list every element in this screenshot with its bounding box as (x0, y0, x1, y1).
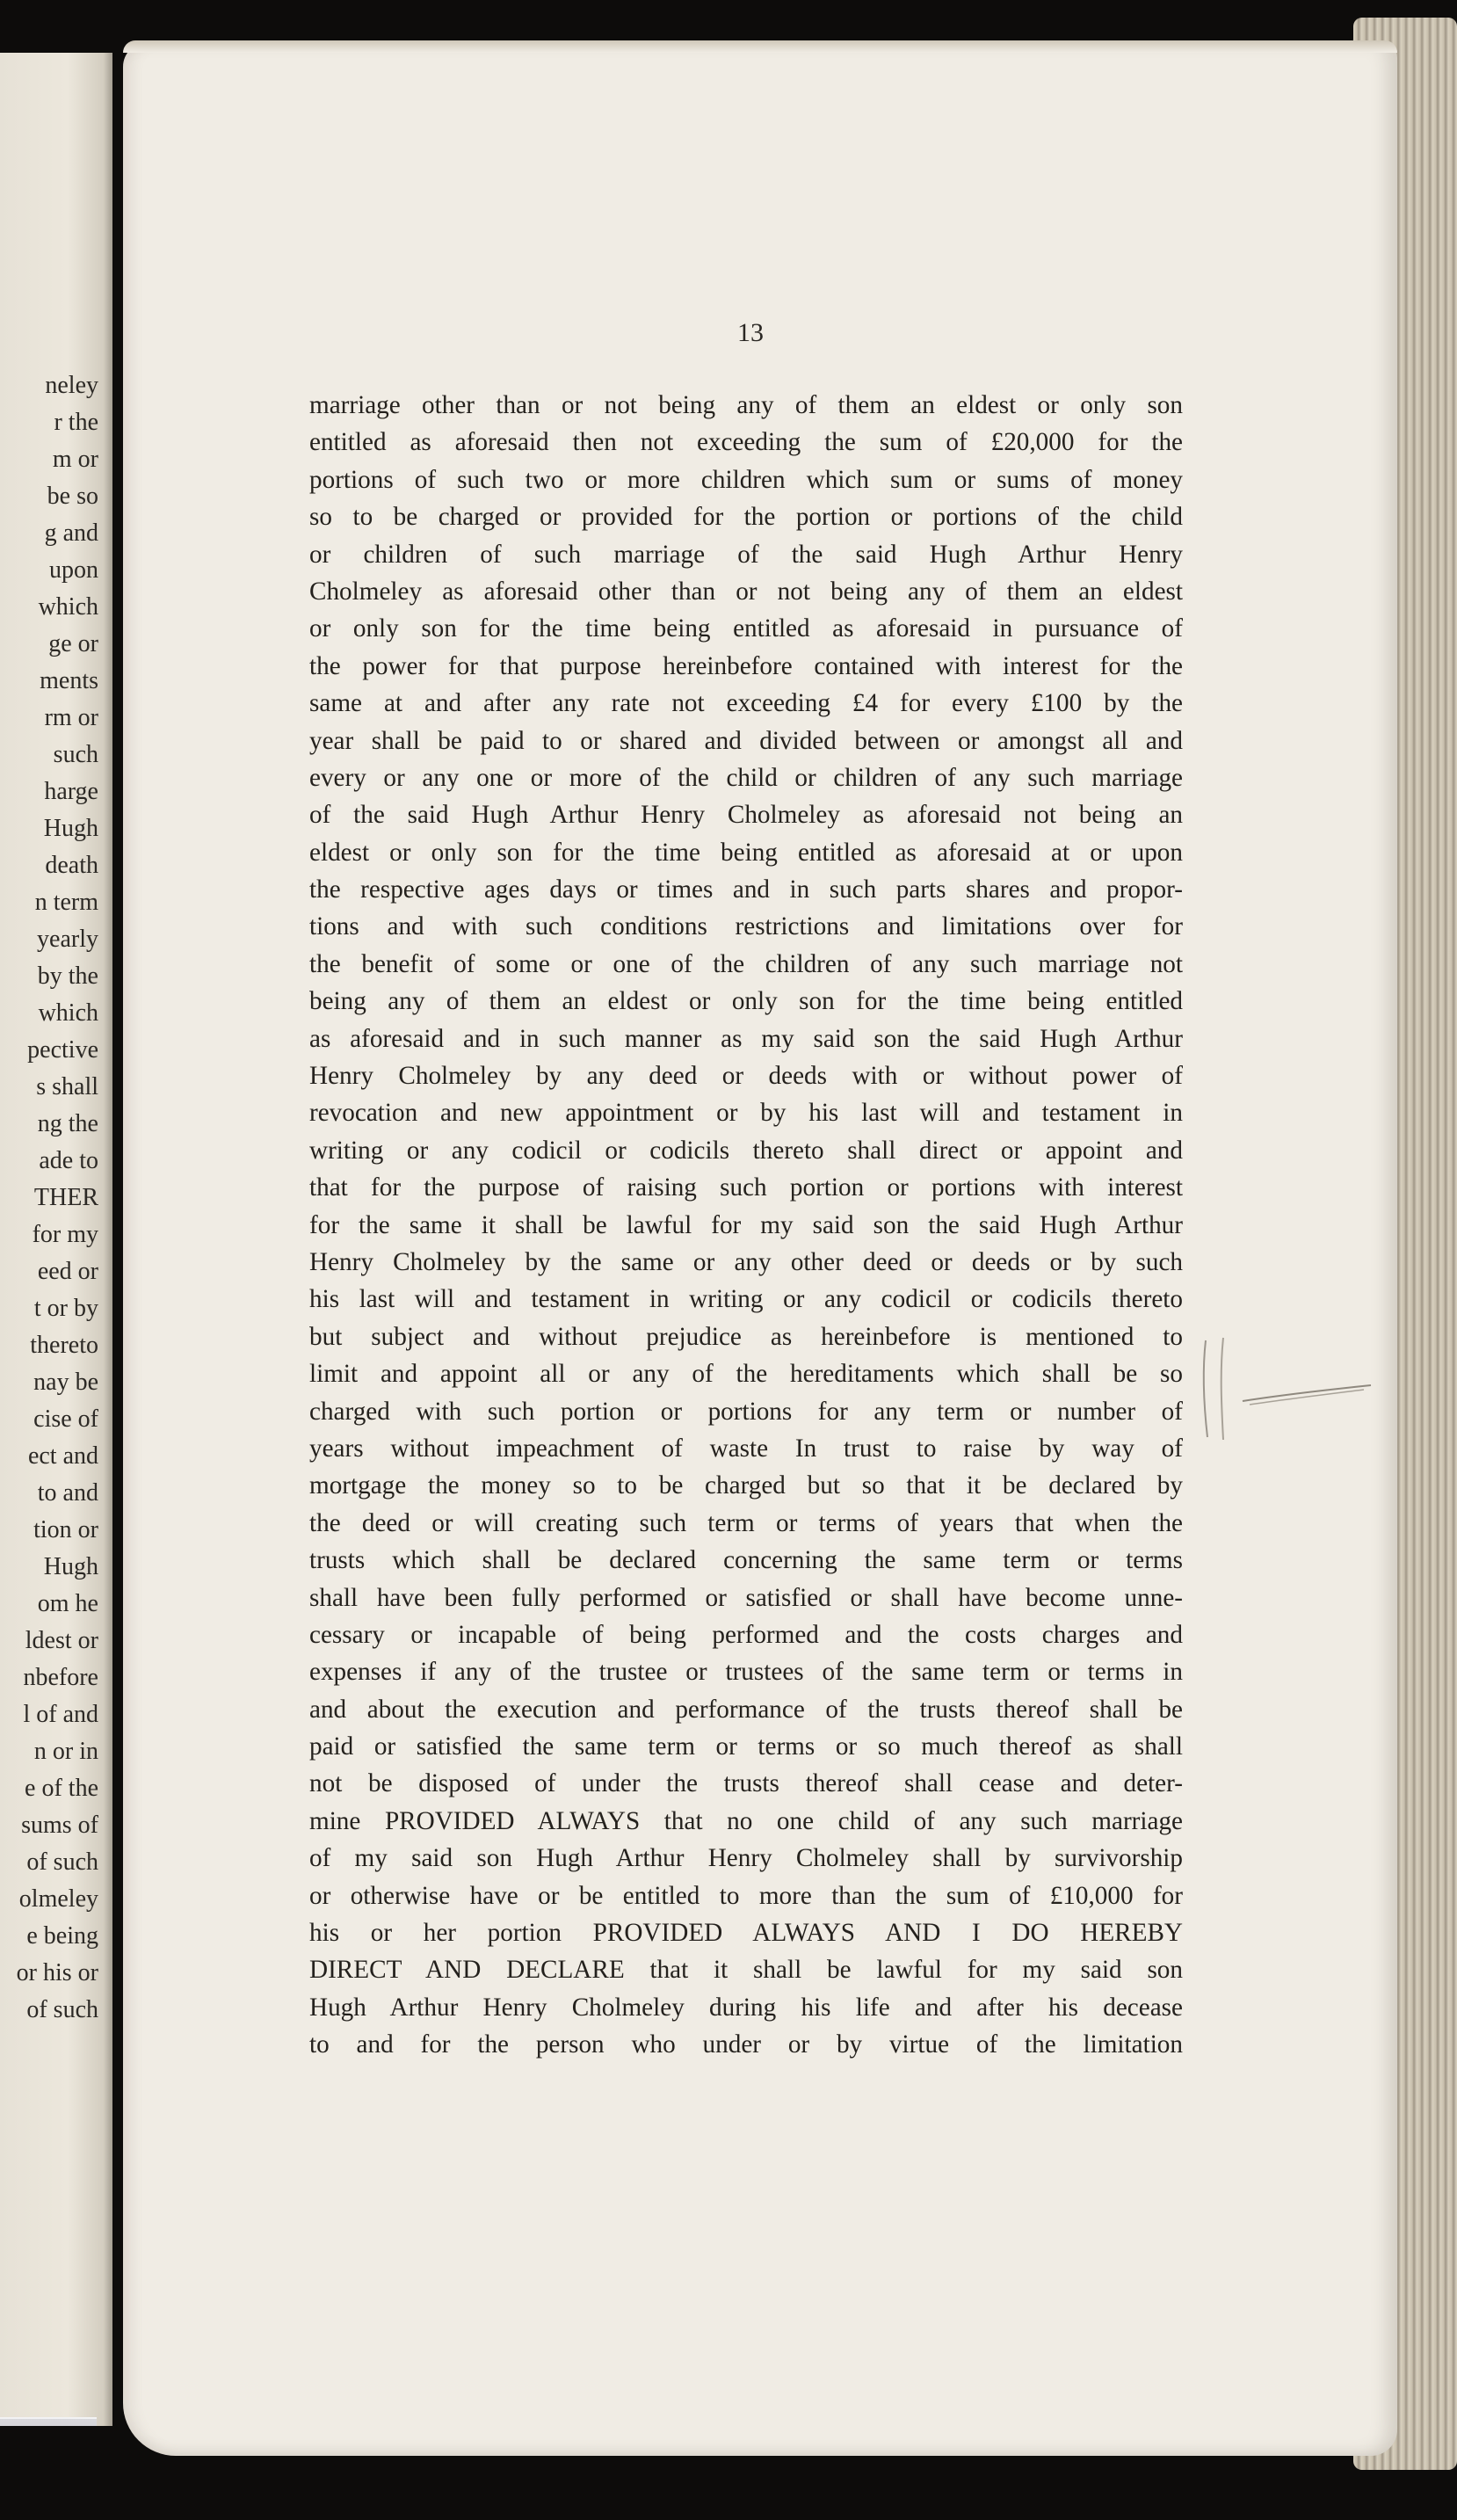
left-page-line: ect and (27, 1442, 98, 1470)
text-line: Cholmeley as aforesaid other than or not being any of them an eldest (309, 577, 1183, 606)
left-page-line: Hugh (43, 815, 98, 842)
left-page-line: r the (54, 409, 98, 436)
text-line: of the said Hugh Arthur Henry Cholmeley as aforesaid not being an (309, 801, 1183, 830)
left-page-line: nbefore (23, 1664, 98, 1691)
left-page-line: n term (34, 889, 98, 916)
text-line: Henry Cholmeley by the same or any other deed or deeds or by such (309, 1247, 1183, 1276)
text-line: to and for the person who under or by virtue of the limitation (309, 2030, 1183, 2059)
text-line: shall have been fully performed or satisfied or shall have become unne- (309, 1583, 1183, 1612)
left-page-line: of such (26, 1996, 98, 2023)
left-page-line: harge (44, 778, 98, 805)
text-line: or otherwise have or be entitled to more than the sum of £10,000 for (309, 1881, 1183, 1910)
page-number: 13 (737, 318, 764, 347)
text-line: tions and with such conditions restrictions and limitations over for (309, 912, 1183, 941)
left-page-line: Hugh (43, 1553, 98, 1580)
text-line: his last will and testament in writing or any codicil or codicils thereto (309, 1285, 1183, 1314)
text-line: every or any one or more of the child or children of any such marriage (309, 763, 1183, 792)
text-line: the respective ages days or times and in such parts shares and propor- (309, 875, 1183, 904)
text-line: marriage other than or not being any of them an eldest or only son (309, 391, 1183, 419)
text-line: for the same it shall be lawful for my said son the said Hugh Arthur (309, 1210, 1183, 1239)
left-page-line: n or in (33, 1738, 98, 1765)
left-page-line: which (38, 593, 98, 621)
left-page-line: ade to (39, 1147, 98, 1174)
left-page-line: m or (52, 446, 98, 473)
left-page-line: pective (27, 1036, 98, 1064)
text-line: writing or any codicil or codicils thereto shall direct or appoint and (309, 1136, 1183, 1165)
text-line: that for the purpose of raising such portion or portions with interest (309, 1173, 1183, 1202)
left-page-line: l of and (23, 1701, 98, 1728)
left-page-stack-edge (0, 2417, 97, 2426)
left-page-line: ge or (48, 630, 98, 657)
left-page-line: t or by (33, 1295, 98, 1322)
text-line: or children of such marriage of the said Hugh Arthur Henry (309, 540, 1183, 569)
left-page-line: THER (33, 1184, 98, 1211)
left-page-line: yearly (37, 926, 98, 953)
text-line: paid or satisfied the same term or terms or so much thereof as shall (309, 1732, 1183, 1761)
text-line: not be disposed of under the trusts thereof shall cease and deter- (309, 1769, 1183, 1798)
text-line: DIRECT AND DECLARE that it shall be lawful for my said son (309, 1956, 1183, 1985)
left-page-line: cise of (33, 1405, 98, 1433)
text-line: Henry Cholmeley by any deed or deeds with or without power of (309, 1062, 1183, 1091)
left-page-line: neley (45, 372, 98, 399)
left-page-line: to and (37, 1479, 98, 1507)
text-line: limit and appoint all or any of the hereditaments which shall be so (309, 1360, 1183, 1389)
text-line: revocation and new appointment or by his last will and testament in (309, 1099, 1183, 1128)
left-page-line: upon (49, 556, 98, 584)
text-line: as aforesaid and in such manner as my said son the said Hugh Arthur (309, 1024, 1183, 1053)
text-line: years without impeachment of waste In trust to raise by way of (309, 1434, 1183, 1463)
text-line: of my said son Hugh Arthur Henry Cholmeley shall by survivorship (309, 1844, 1183, 1873)
left-page-line: or his or (16, 1959, 98, 1986)
left-page-line: be so (47, 483, 98, 510)
text-line: but subject and without prejudice as hereinbefore is mentioned to (309, 1322, 1183, 1351)
text-line: the benefit of some or one of the children of any such marriage not (309, 949, 1183, 978)
text-line: the deed or will creating such term or terms of years that when the (309, 1508, 1183, 1537)
text-line: charged with such portion or portions for any term or number of (309, 1397, 1183, 1426)
left-page-line: sums of (21, 1812, 98, 1839)
left-page-line: thereto (30, 1332, 98, 1359)
left-page-line: of such (26, 1848, 98, 1876)
text-line: trusts which shall be declared concerning the same term or terms (309, 1546, 1183, 1575)
left-page-line: rm or (44, 704, 98, 731)
left-page-line: such (53, 741, 98, 768)
text-line: portions of such two or more children which sum or sums of money (309, 465, 1183, 494)
left-page-line: e being (26, 1922, 98, 1950)
text-line: his or her portion PROVIDED ALWAYS AND I DO HEREBY (309, 1919, 1183, 1948)
text-line: the power for that purpose hereinbefore contained with interest for the (309, 651, 1183, 680)
left-page-line: nay be (33, 1369, 98, 1396)
left-page-line: which (38, 999, 98, 1027)
text-line: same at and after any rate not exceeding £4 for every £100 by the (309, 689, 1183, 718)
left-facing-page (0, 53, 112, 2426)
left-page-line: ldest or (25, 1627, 98, 1654)
left-page-line: s shall (36, 1073, 98, 1100)
left-page-line: by the (37, 962, 98, 990)
text-line: Hugh Arthur Henry Cholmeley during his life and after his decease (309, 1993, 1183, 2022)
left-page-line: om he (37, 1590, 98, 1617)
left-page-line: olmeley (18, 1885, 98, 1913)
body-text (309, 387, 1183, 2064)
text-line: or only son for the time being entitled as aforesaid in pursuance of (309, 614, 1183, 643)
left-page-line: g and (44, 519, 98, 547)
text-line: being any of them an eldest or only son for the time being entitled (309, 987, 1183, 1016)
pencil-dash-mark (1241, 1382, 1373, 1408)
left-page-line: eed or (37, 1258, 98, 1285)
left-page-text-column (17, 367, 98, 2029)
text-line: entitled as aforesaid then not exceeding the sum of £20,000 for the (309, 428, 1183, 457)
text-line: year shall be paid to or shared and divided between or amongst all and (309, 726, 1183, 755)
text-line: expenses if any of the trustee or trustees of the same term or terms in (309, 1658, 1183, 1687)
text-line: mine PROVIDED ALWAYS that no one child of any such marriage (309, 1806, 1183, 1835)
text-line: so to be charged or provided for the portion or portions of the child (309, 503, 1183, 532)
text-line: mortgage the money so to be charged but so that it be declared by (309, 1471, 1183, 1500)
left-page-line: death (45, 852, 98, 879)
left-page-line: ments (40, 667, 98, 694)
text-line: eldest or only son for the time being entitled as aforesaid at or upon (309, 838, 1183, 867)
left-page-line: e of the (25, 1775, 98, 1802)
text-line: and about the execution and performance of the trusts thereof shall be (309, 1695, 1183, 1724)
left-page-line: ng the (37, 1110, 98, 1137)
left-page-line: tion or (33, 1516, 98, 1543)
main-page-top-edge (123, 40, 1397, 53)
left-page-line: for my (32, 1221, 98, 1248)
text-line: cessary or incapable of being performed and the costs charges and (309, 1620, 1183, 1649)
